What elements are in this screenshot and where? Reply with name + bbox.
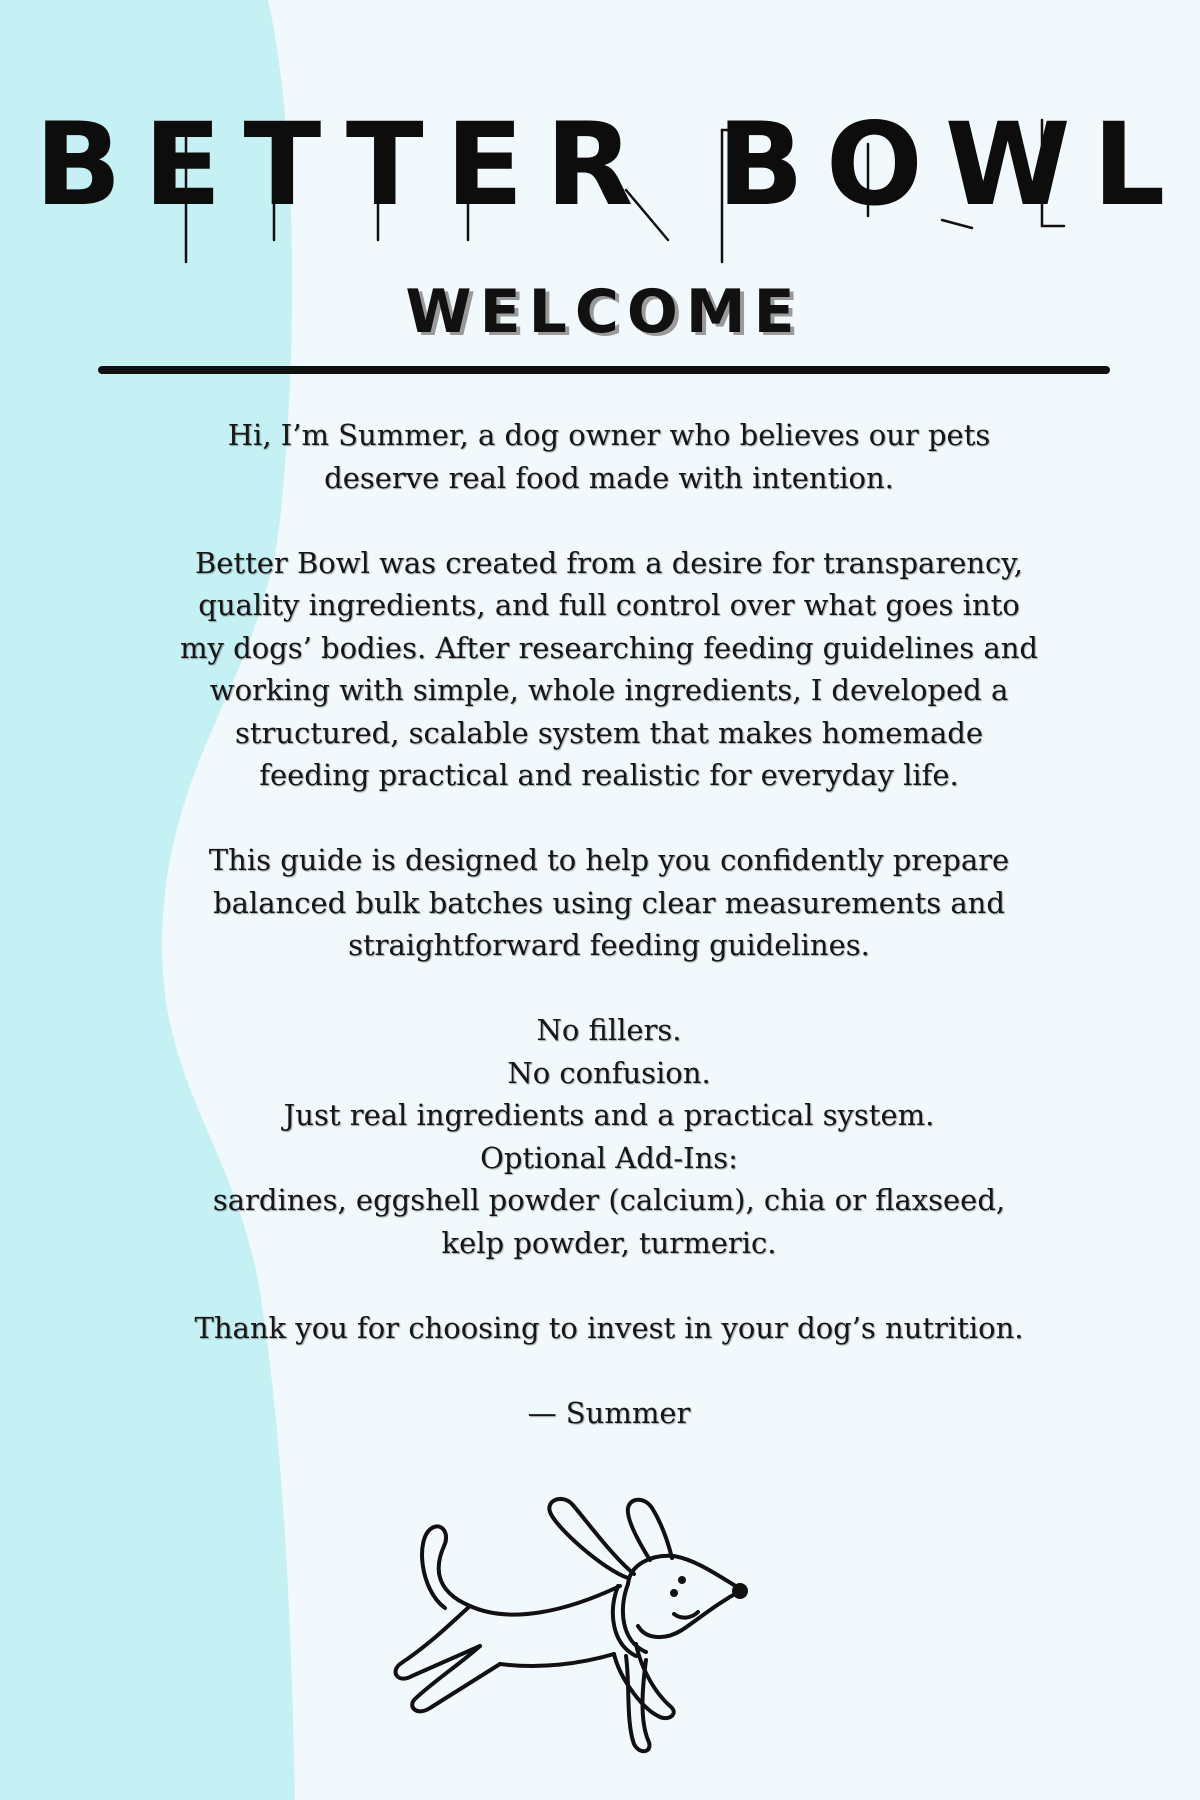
guide-paragraph bbox=[150, 839, 1068, 967]
title-divider bbox=[98, 366, 1110, 374]
running-dog-icon bbox=[390, 1494, 820, 1794]
text-line: quality ingredients, and full control over what goes into bbox=[198, 588, 1020, 622]
welcome-heading: WELCOME bbox=[405, 277, 803, 347]
text-line: Thank you for choosing to invest in your dog’s nutrition. bbox=[194, 1310, 1024, 1345]
addins-list: kelp powder, turmeric. bbox=[441, 1225, 777, 1260]
promise-paragraph bbox=[150, 1009, 1068, 1264]
addins-label: Optional Add-Ins: bbox=[480, 1140, 738, 1175]
text-line: No confusion. bbox=[507, 1055, 711, 1090]
text-line: feeding practical and realistic for everyday life. bbox=[259, 758, 959, 792]
brand-title: BETTER BOWL bbox=[34, 98, 1188, 231]
text-line: Hi, I’m Summer, a dog owner who believes our pets bbox=[227, 418, 991, 452]
signature-text: — Summer bbox=[527, 1395, 691, 1430]
text-line: balanced bulk batches using clear measurements and bbox=[213, 885, 1005, 920]
addins-list: sardines, eggshell powder (calcium), chia or flaxseed, bbox=[212, 1183, 1006, 1217]
intro-paragraph bbox=[150, 414, 1068, 499]
text-line: structured, scalable system that makes homemade bbox=[235, 715, 983, 750]
signature bbox=[150, 1392, 1068, 1435]
text-line: No fillers. bbox=[536, 1013, 682, 1047]
text-line: working with simple, whole ingredients, I developed a bbox=[209, 673, 1009, 707]
thank-you-line bbox=[150, 1307, 1068, 1350]
text-line: deserve real food made with intention. bbox=[324, 460, 894, 495]
story-paragraph bbox=[150, 542, 1068, 797]
letter-body bbox=[150, 414, 1068, 1434]
text-line: my dogs’ bodies. After researching feeding guidelines and bbox=[180, 630, 1038, 665]
text-line: This guide is designed to help you confidently prepare bbox=[208, 843, 1010, 877]
text-line: Just real ingredients and a practical system. bbox=[283, 1098, 935, 1132]
text-line: Better Bowl was created from a desire for transparency, bbox=[194, 545, 1024, 580]
text-line: straightforward feeding guidelines. bbox=[348, 928, 870, 962]
